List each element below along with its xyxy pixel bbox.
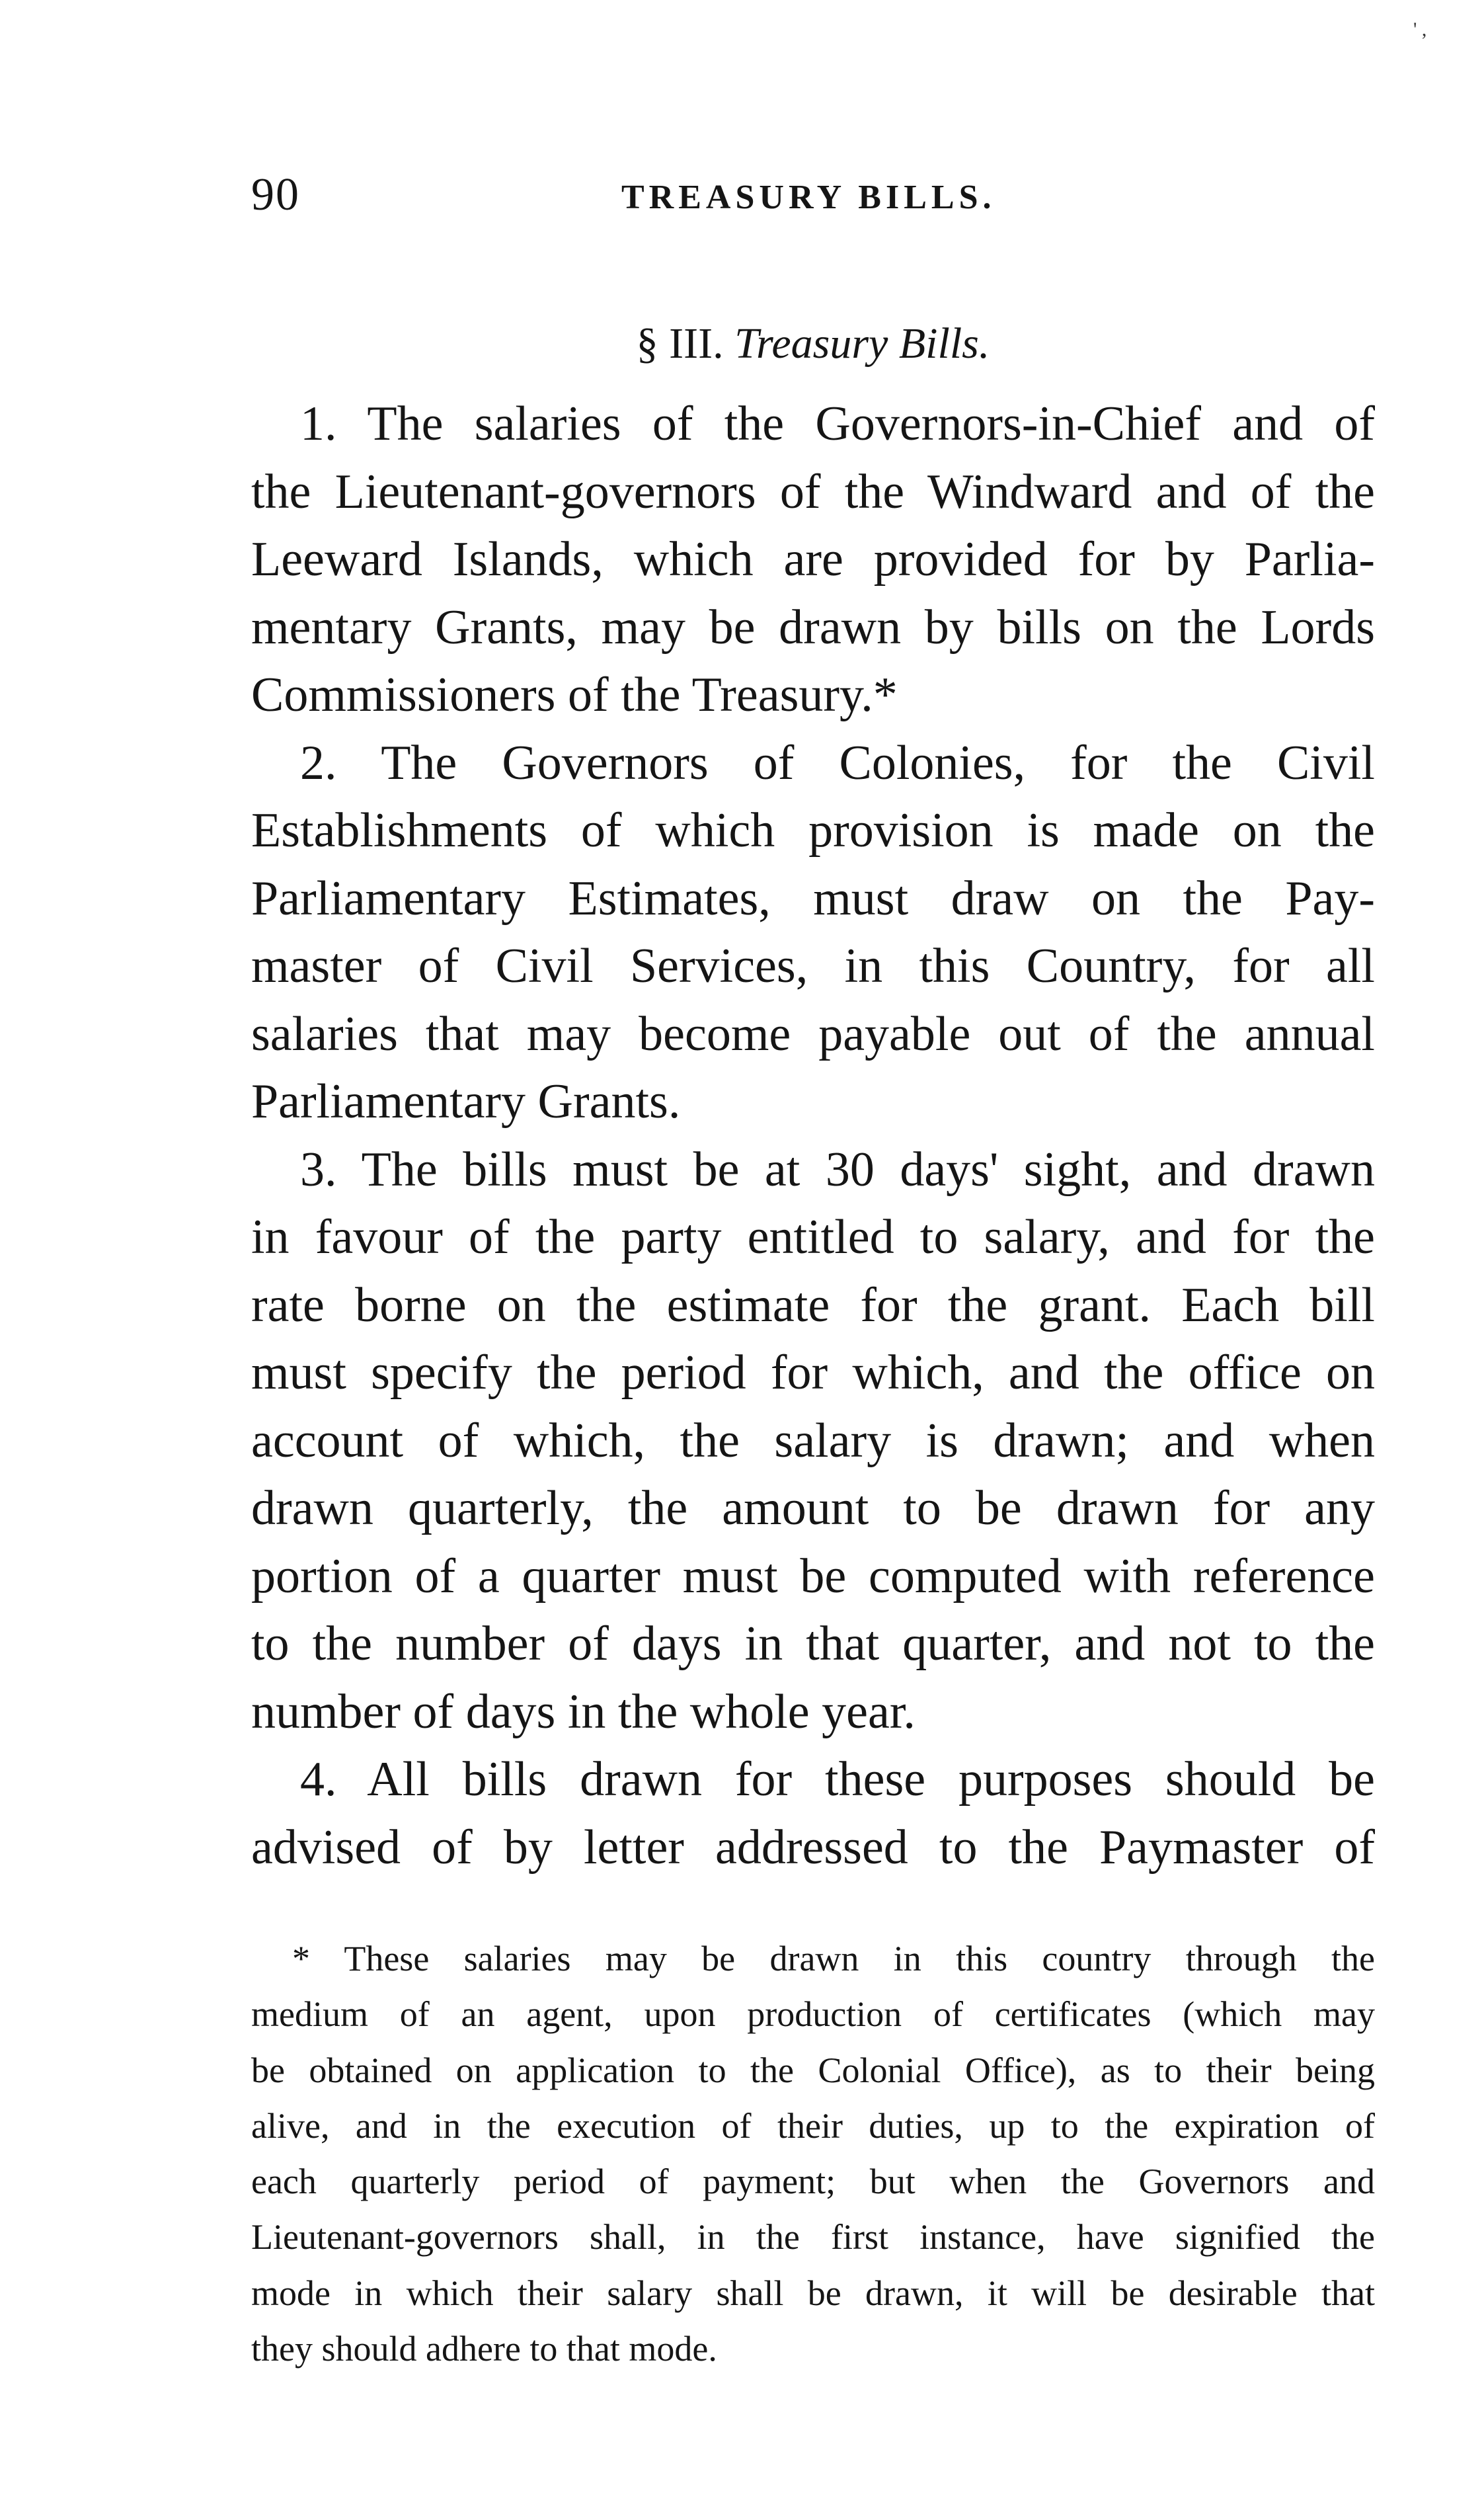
text-line: portion of a quarter must be computed with reference [251,1549,1375,1603]
section-mark: § III. [636,319,724,368]
text-line: mentary Grants, may be drawn by bills on the Lords [251,600,1375,655]
text-line: master of Civil Services, in this Country, for all [251,939,1375,993]
text-line: drawn quarterly, the amount to be drawn for any [251,1481,1375,1535]
text-line: advised of by letter addressed to the Paymaster of [251,1820,1375,1875]
text-line: in favour of the party entitled to salary, and for the [251,1210,1375,1264]
footnote-line: Lieutenant-governors shall, in the first instance, have signified the [251,2217,1375,2257]
running-head [251,165,1375,225]
footnote-line: alive, and in the execution of their duties, up to the expiration of [251,2105,1375,2146]
section-heading [251,311,1375,377]
text-line: 4. All bills drawn for these purposes should be [300,1752,1375,1806]
footnote-line: medium of an agent, upon production of certificates (which may [251,1994,1375,2035]
text-line: must specify the period for which, and the office on [251,1346,1375,1400]
text-line: Parliamentary Grants. [251,1075,681,1129]
footnote [251,1931,1375,2376]
footnote-line: * These salaries may be drawn in this country through the [292,1939,1375,1978]
paragraph-4 [251,1746,1375,1881]
text-line: salaries that may become payable out of the annual [251,1006,1375,1061]
text-line: to the number of days in that quarter, and not to the [251,1617,1375,1671]
text-line: the Lieutenant-governors of the Windward and of the [251,464,1375,519]
footnote-line: they should adhere to that mode. [251,2329,717,2369]
text-line: Commissioners of the Treasury.* [251,668,898,722]
footnote-line: be obtained on application to the Colonial Office), as to their being [251,2050,1375,2090]
text-line: 3. The bills must be at 30 days' sight, and drawn [300,1142,1375,1197]
text-line: Leeward Islands, which are provided for by Parlia- [251,532,1375,587]
text-line: Establishments of which provision is made on the [251,803,1375,858]
page-number: 90 [251,169,300,220]
paragraph-2 [251,729,1375,1136]
paragraph-1 [251,390,1375,729]
corner-mark: ' , [1413,19,1427,40]
footnote-line: mode in which their salary shall be drawn, it will be desirable that [251,2273,1375,2313]
text-line: number of days in the whole year. [251,1684,916,1739]
running-title: TREASURY BILLS. [621,179,996,216]
text-line: 2. The Governors of Colonies, for the Civil [300,735,1375,790]
section-title: Treasury Bills. [734,319,990,368]
text-line: account of which, the salary is drawn; and when [251,1413,1375,1468]
text-line: 1. The salaries of the Governors-in-Chief and of [300,397,1375,451]
paragraph-3 [251,1136,1375,1746]
footnote-line: each quarterly period of payment; but when the Governors and [251,2162,1375,2202]
body-text [251,390,1375,1881]
text-line: rate borne on the estimate for the grant. Each bill [251,1277,1375,1332]
text-line: Parliamentary Estimates, must draw on the Pay- [251,871,1375,926]
